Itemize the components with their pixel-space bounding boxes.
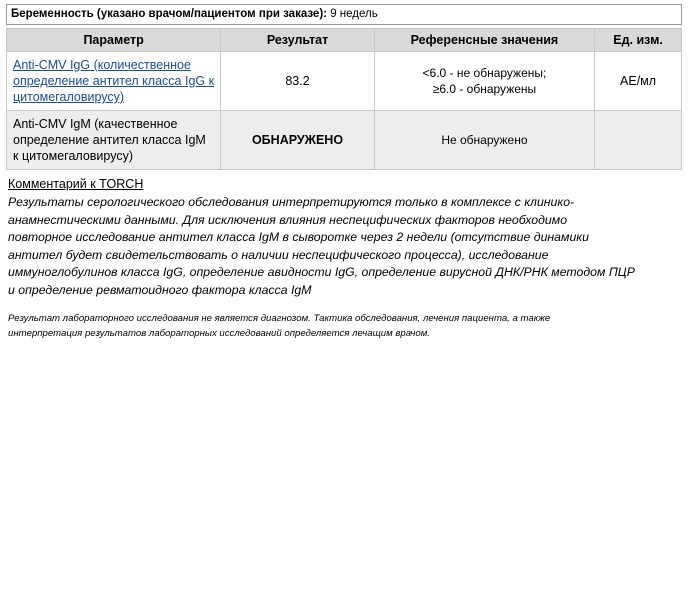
reference-line-1: <6.0 - не обнаружены;: [422, 66, 547, 80]
cell-result: ОБНАРУЖЕНО: [221, 111, 375, 170]
comment-line: повторное исследование антител класса IgM в сыворотке через 2 недели (отсутствие динамики: [8, 230, 589, 244]
cell-unit: АЕ/мл: [595, 52, 682, 111]
column-header-unit: Ед. изм.: [595, 29, 682, 52]
results-table: [6, 28, 682, 170]
table-row: [7, 111, 682, 170]
comment-line: и определение ревматоидного фактора класса IgM: [8, 282, 312, 297]
table-header-row: [7, 29, 682, 52]
cell-parameter: [7, 52, 221, 111]
cell-reference: [374, 52, 594, 111]
disclaimer-line: интерпретация результатов лабораторных исследований определяется лечащим врачом.: [8, 328, 430, 339]
comment-line: анамнестическими данными. Для исключения влияния неспецифических факторов необходимо: [8, 212, 568, 227]
disclaimer-line: Результат лабораторного исследования не является диагнозом. Тактика обследования, лечения пациента, а также: [8, 313, 551, 324]
parameter-link-igg[interactable]: Anti-CMV IgG (количественное определение антител класса IgG к цитомегаловирусу): [13, 58, 215, 104]
cell-reference: Не обнаружено: [374, 111, 594, 170]
column-header-reference: Референсные значения: [374, 29, 594, 52]
cell-unit: [595, 111, 682, 170]
column-header-parameter: Параметр: [7, 29, 221, 52]
pregnancy-bar: [6, 4, 682, 25]
table-row: [7, 52, 682, 111]
comment-line: иммуноглобулинов класса IgG, определение авидности IgG, определение вирусной ДНК/РНК методом ПЦР: [8, 265, 635, 279]
comment-title: Комментарий к TORCH: [8, 177, 144, 191]
column-header-result: Результат: [221, 29, 375, 52]
report-page: [0, 4, 688, 604]
comment-block: [8, 177, 680, 299]
reference-line-2: ≥6.0 - обнаружены: [432, 82, 537, 96]
cell-result: 83.2: [221, 52, 375, 111]
comment-line: антител будет свидетельствовать о наличии неспецифического процесса), исследование: [8, 247, 549, 262]
disclaimer-block: [8, 311, 680, 341]
pregnancy-value: 9 недель: [330, 8, 378, 20]
comment-body: [8, 194, 680, 299]
cell-parameter: Anti-CMV IgM (качественное определение антител класса IgM к цитомегаловирусу): [7, 111, 221, 170]
comment-line: Результаты серологического обследования интерпретируются только в комплексе с клинико-: [8, 195, 575, 209]
pregnancy-label: Беременность (указано врачом/пациентом при заказе):: [11, 8, 327, 20]
